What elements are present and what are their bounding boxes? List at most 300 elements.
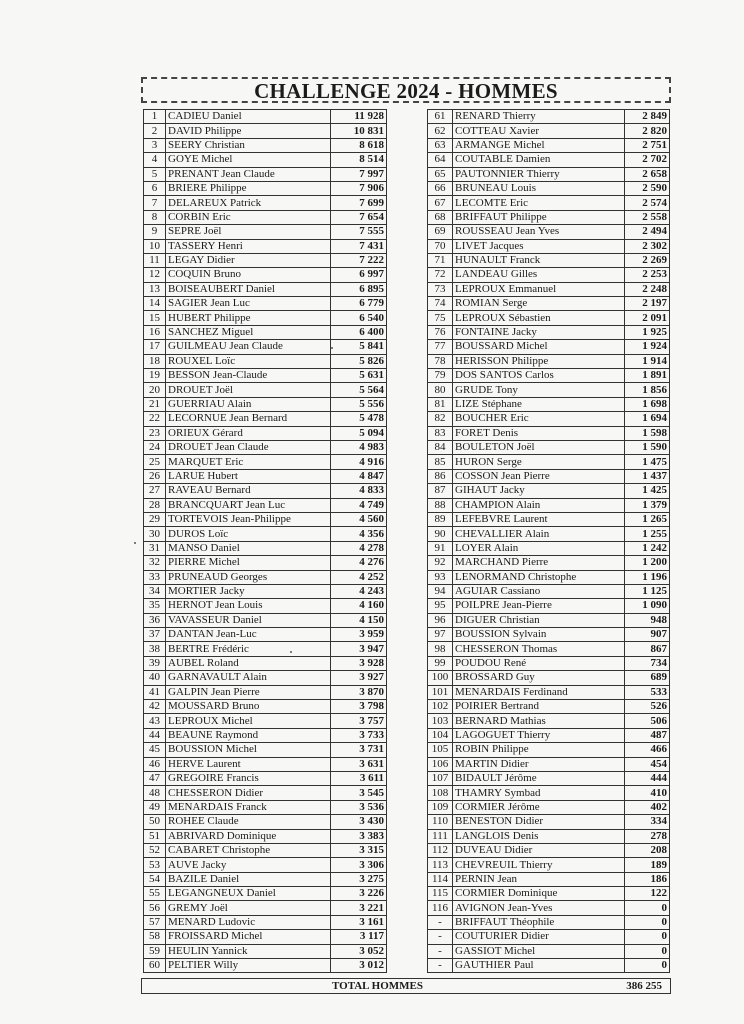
name-cell: PIERRE Michel [166,556,331,570]
speck [290,651,292,653]
name-cell: AVIGNON Jean-Yves [453,901,625,915]
rank-cell: 93 [428,570,453,584]
points-cell: 3 757 [331,714,387,728]
name-cell: LEFEBVRE Laurent [453,512,625,526]
table-row [428,656,670,670]
table-row [428,512,670,526]
rank-cell: 97 [428,628,453,642]
name-cell: RENARD Thierry [453,110,625,124]
table-row [428,167,670,181]
table-row [428,843,670,857]
name-cell: ROUSSEAU Jean Yves [453,225,625,239]
name-cell: LEGANGNEUX Daniel [166,887,331,901]
rank-cell: 84 [428,440,453,454]
name-cell: BRIERE Philippe [166,181,331,195]
points-cell: 1 242 [625,541,670,555]
table-row [144,167,387,181]
table-row [428,110,670,124]
name-cell: COTTEAU Xavier [453,124,625,138]
points-cell: 2 574 [625,196,670,210]
rank-cell: 33 [144,570,166,584]
rank-cell: 45 [144,743,166,757]
table-row [428,584,670,598]
table-row [428,613,670,627]
rank-cell: 101 [428,685,453,699]
table-row [144,556,387,570]
rank-cell: 13 [144,282,166,296]
name-cell: VAVASSEUR Daniel [166,613,331,627]
name-cell: FONTAINE Jacky [453,325,625,339]
rank-cell: 58 [144,930,166,944]
rank-cell: 1 [144,110,166,124]
rank-cell: 66 [428,181,453,195]
name-cell: HUBERT Philippe [166,311,331,325]
name-cell: GREMY Joël [166,901,331,915]
speck [331,347,333,349]
table-row [428,944,670,958]
rank-cell: 80 [428,383,453,397]
name-cell: SANCHEZ Miguel [166,325,331,339]
rank-cell: 64 [428,153,453,167]
table-row [428,138,670,152]
rank-cell: 51 [144,829,166,843]
points-cell: 1 475 [625,455,670,469]
speck [134,542,136,544]
name-cell: AUBEL Roland [166,656,331,670]
points-cell: 3 611 [331,771,387,785]
points-cell: 4 916 [331,455,387,469]
table-row [144,239,387,253]
table-row [428,225,670,239]
name-cell: LAGOGUET Thierry [453,728,625,742]
rank-cell: 106 [428,757,453,771]
name-cell: PAUTONNIER Thierry [453,167,625,181]
rank-cell: 21 [144,397,166,411]
rank-cell: 111 [428,829,453,843]
table-row [144,771,387,785]
rank-cell: 8 [144,210,166,224]
rank-cell: 54 [144,872,166,886]
table-row [428,196,670,210]
name-cell: ORIEUX Gérard [166,426,331,440]
table-row [144,311,387,325]
rank-cell: 53 [144,858,166,872]
table-row [144,584,387,598]
name-cell: CORMIER Dominique [453,887,625,901]
points-cell: 3 052 [331,944,387,958]
rank-cell: 20 [144,383,166,397]
table-row [144,225,387,239]
name-cell: MORTIER Jacky [166,584,331,598]
points-cell: 3 928 [331,656,387,670]
rank-cell: 16 [144,325,166,339]
table-row [428,815,670,829]
table-row [144,512,387,526]
table-row [144,843,387,857]
name-cell: BENESTON Didier [453,815,625,829]
table-row [144,642,387,656]
table-row [428,369,670,383]
points-cell: 8 514 [331,153,387,167]
points-cell: 3 798 [331,700,387,714]
name-cell: CHAMPION Alain [453,498,625,512]
table-row [144,714,387,728]
table-row [144,196,387,210]
table-row [144,628,387,642]
rank-cell: 61 [428,110,453,124]
table-row [428,426,670,440]
table-row [428,181,670,195]
points-cell: 3 733 [331,728,387,742]
table-row [144,671,387,685]
table-row [144,613,387,627]
rank-cell: 113 [428,858,453,872]
rank-cell: 116 [428,901,453,915]
points-cell: 867 [625,642,670,656]
table-row [428,959,670,973]
name-cell: SEPRE Joël [166,225,331,239]
total-value: 386 255 [626,980,662,992]
table-row [428,469,670,483]
rank-cell: 10 [144,239,166,253]
rank-cell: 100 [428,671,453,685]
rank-cell: 55 [144,887,166,901]
points-cell: 6 997 [331,268,387,282]
name-cell: GARNAVAULT Alain [166,671,331,685]
name-cell: COUTABLE Damien [453,153,625,167]
table-row [144,153,387,167]
name-cell: LEGAY Didier [166,253,331,267]
points-cell: 1 425 [625,484,670,498]
name-cell: HUNAULT Franck [453,253,625,267]
points-cell: 1 925 [625,325,670,339]
points-cell: 1 255 [625,527,670,541]
table-row [428,325,670,339]
name-cell: THAMRY Symbad [453,786,625,800]
points-cell: 1 437 [625,469,670,483]
table-row [428,728,670,742]
name-cell: GUILMEAU Jean Claude [166,340,331,354]
rank-cell: 70 [428,239,453,253]
table-row [144,297,387,311]
table-row [144,397,387,411]
rank-cell: 44 [144,728,166,742]
points-cell: 4 983 [331,440,387,454]
points-cell: 3 161 [331,915,387,929]
points-cell: 2 269 [625,253,670,267]
rank-cell: 67 [428,196,453,210]
points-cell: 7 906 [331,181,387,195]
table-row [144,110,387,124]
points-cell: 122 [625,887,670,901]
points-cell: 1 698 [625,397,670,411]
name-cell: ABRIVARD Dominique [166,829,331,843]
name-cell: LECOMTE Eric [453,196,625,210]
rank-cell: 60 [144,959,166,973]
points-cell: 2 751 [625,138,670,152]
points-cell: 334 [625,815,670,829]
table-row [428,397,670,411]
name-cell: ROHEE Claude [166,815,331,829]
table-row [428,671,670,685]
table-row [428,455,670,469]
table-row [428,354,670,368]
table-row [428,786,670,800]
table-row [428,253,670,267]
name-cell: MENARDAIS Franck [166,800,331,814]
name-cell: CORBIN Eric [166,210,331,224]
points-cell: 907 [625,628,670,642]
name-cell: GRUDE Tony [453,383,625,397]
rank-cell: 82 [428,412,453,426]
points-cell: 2 248 [625,282,670,296]
total-row [141,978,671,994]
name-cell: MARQUET Eric [166,455,331,469]
name-cell: SAGIER Jean Luc [166,297,331,311]
name-cell: MARCHAND Pierre [453,556,625,570]
rank-cell: 37 [144,628,166,642]
name-cell: LIZE Stéphane [453,397,625,411]
table-row [428,685,670,699]
points-cell: 7 431 [331,239,387,253]
name-cell: CABARET Christophe [166,843,331,857]
table-row [144,282,387,296]
table-row [428,700,670,714]
rank-cell: 14 [144,297,166,311]
name-cell: CORMIER Jérôme [453,800,625,814]
points-cell: 3 226 [331,887,387,901]
table-row [144,210,387,224]
name-cell: CHEVREUIL Thierry [453,858,625,872]
points-cell: 11 928 [331,110,387,124]
rank-cell: 76 [428,325,453,339]
rank-cell: 28 [144,498,166,512]
name-cell: GIHAUT Jacky [453,484,625,498]
name-cell: BOUCHER Eric [453,412,625,426]
name-cell: GASSIOT Michel [453,944,625,958]
table-row [144,354,387,368]
name-cell: DOS SANTOS Carlos [453,369,625,383]
points-cell: 454 [625,757,670,771]
rank-cell: 69 [428,225,453,239]
rank-cell: 27 [144,484,166,498]
name-cell: LECORNUE Jean Bernard [166,412,331,426]
points-cell: 4 276 [331,556,387,570]
rank-cell: 99 [428,656,453,670]
name-cell: DAVID Philippe [166,124,331,138]
points-cell: 2 849 [625,110,670,124]
table-row [144,412,387,426]
points-cell: 1 090 [625,599,670,613]
table-row [428,412,670,426]
table-row [428,771,670,785]
points-cell: 6 779 [331,297,387,311]
page-title: CHALLENGE 2024 - HOMMES [254,79,558,103]
table-row [144,253,387,267]
table-row [428,124,670,138]
name-cell: RAVEAU Bernard [166,484,331,498]
rank-cell: 31 [144,541,166,555]
name-cell: LANGLOIS Denis [453,829,625,843]
points-cell: 4 243 [331,584,387,598]
name-cell: DANTAN Jean-Luc [166,628,331,642]
name-cell: MENARDAIS Ferdinand [453,685,625,699]
table-row [144,915,387,929]
rank-cell: 57 [144,915,166,929]
rank-cell: 3 [144,138,166,152]
points-cell: 2 558 [625,210,670,224]
table-row [144,527,387,541]
name-cell: GALPIN Jean Pierre [166,685,331,699]
rank-cell: 49 [144,800,166,814]
rank-cell: 25 [144,455,166,469]
rank-cell: 83 [428,426,453,440]
name-cell: DIGUER Christian [453,613,625,627]
points-cell: 7 222 [331,253,387,267]
rank-cell: 2 [144,124,166,138]
table-row [144,700,387,714]
points-cell: 444 [625,771,670,785]
rank-cell: 15 [144,311,166,325]
table-row [144,541,387,555]
name-cell: DUVEAU Didier [453,843,625,857]
points-cell: 1 598 [625,426,670,440]
points-cell: 0 [625,944,670,958]
name-cell: BIDAULT Jérôme [453,771,625,785]
rank-cell: 56 [144,901,166,915]
points-cell: 5 826 [331,354,387,368]
rank-cell: 91 [428,541,453,555]
points-cell: 1 196 [625,570,670,584]
rank-cell: 12 [144,268,166,282]
rank-cell: 23 [144,426,166,440]
points-cell: 948 [625,613,670,627]
points-cell: 3 959 [331,628,387,642]
points-cell: 2 091 [625,311,670,325]
rank-cell: 7 [144,196,166,210]
rank-cell: 6 [144,181,166,195]
table-row [428,383,670,397]
table-row [144,743,387,757]
name-cell: LEPROUX Sébastien [453,311,625,325]
rank-cell: 90 [428,527,453,541]
name-cell: POILPRE Jean-Pierre [453,599,625,613]
rank-cell: 59 [144,944,166,958]
points-cell: 2 820 [625,124,670,138]
name-cell: AUVE Jacky [166,858,331,872]
table-row [428,556,670,570]
rank-cell: 96 [428,613,453,627]
name-cell: TASSERY Henri [166,239,331,253]
points-cell: 2 658 [625,167,670,181]
points-cell: 6 895 [331,282,387,296]
points-cell: 0 [625,915,670,929]
table-row [144,685,387,699]
points-cell: 689 [625,671,670,685]
table-row [428,642,670,656]
points-cell: 1 914 [625,354,670,368]
rank-cell: 102 [428,700,453,714]
name-cell: SEERY Christian [166,138,331,152]
points-cell: 208 [625,843,670,857]
rank-cell: 22 [144,412,166,426]
points-cell: 4 356 [331,527,387,541]
points-cell: 1 379 [625,498,670,512]
name-cell: ROUXEL Loïc [166,354,331,368]
table-row [428,239,670,253]
points-cell: 3 536 [331,800,387,814]
rank-cell: 30 [144,527,166,541]
points-cell: 2 494 [625,225,670,239]
points-cell: 533 [625,685,670,699]
points-cell: 3 870 [331,685,387,699]
table-row [428,297,670,311]
name-cell: COSSON Jean Pierre [453,469,625,483]
points-cell: 7 997 [331,167,387,181]
name-cell: LIVET Jacques [453,239,625,253]
name-cell: DROUET Jean Claude [166,440,331,454]
rank-cell: - [428,944,453,958]
name-cell: BERNARD Mathias [453,714,625,728]
title-box [141,77,671,103]
table-row [428,282,670,296]
rank-cell: 42 [144,700,166,714]
table-row [144,757,387,771]
table-row [428,570,670,584]
name-cell: BAZILE Daniel [166,872,331,886]
table-row [428,915,670,929]
table-row [144,570,387,584]
points-cell: 3 383 [331,829,387,843]
total-label: TOTAL HOMMES [332,980,423,992]
rank-cell: 17 [144,340,166,354]
rank-cell: 29 [144,512,166,526]
table-row [428,743,670,757]
rank-cell: 19 [144,369,166,383]
rank-cell: 35 [144,599,166,613]
name-cell: GOYE Michel [166,153,331,167]
name-cell: DELAREUX Patrick [166,196,331,210]
rank-cell: 112 [428,843,453,857]
points-cell: 2 590 [625,181,670,195]
table-row [144,498,387,512]
table-row [428,930,670,944]
points-cell: 4 150 [331,613,387,627]
table-row [144,858,387,872]
table-row [428,311,670,325]
points-cell: 3 731 [331,743,387,757]
rank-cell: 94 [428,584,453,598]
name-cell: GREGOIRE Francis [166,771,331,785]
name-cell: COQUIN Bruno [166,268,331,282]
points-cell: 4 160 [331,599,387,613]
points-cell: 1 200 [625,556,670,570]
rank-cell: 92 [428,556,453,570]
table-row [144,268,387,282]
points-cell: 506 [625,714,670,728]
rank-cell: 48 [144,786,166,800]
table-row [144,124,387,138]
points-cell: 3 117 [331,930,387,944]
rank-cell: 34 [144,584,166,598]
points-cell: 402 [625,800,670,814]
name-cell: ROBIN Philippe [453,743,625,757]
table-row [144,181,387,195]
points-cell: 410 [625,786,670,800]
name-cell: PELTIER Willy [166,959,331,973]
name-cell: MOUSSARD Bruno [166,700,331,714]
points-cell: 526 [625,700,670,714]
